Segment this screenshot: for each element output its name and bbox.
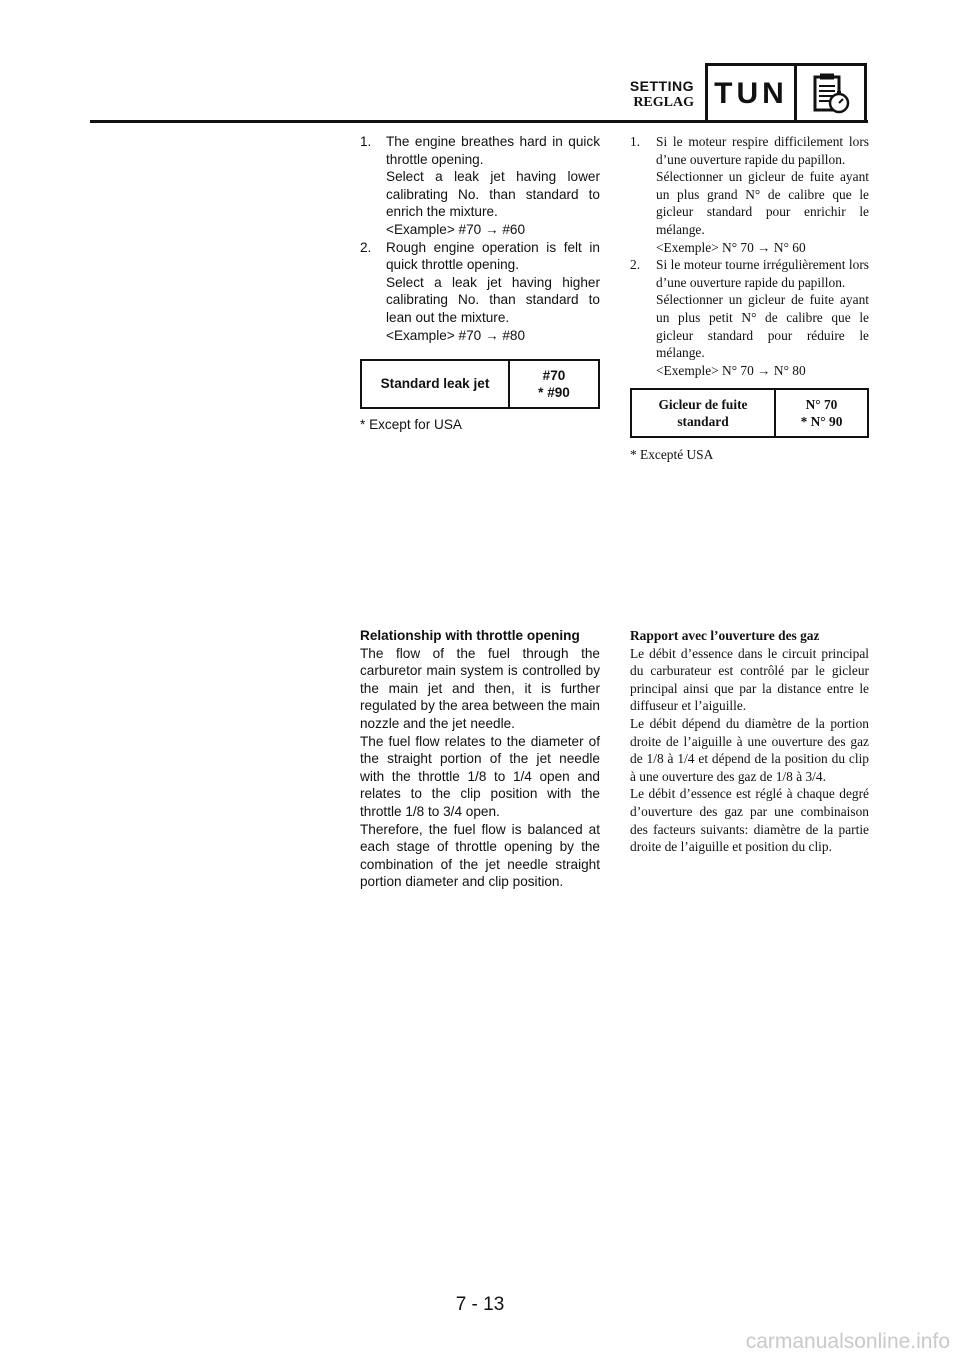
section-title-english: SETTING [629, 78, 694, 94]
section-subtitle: Relationship with throttle opening [360, 628, 580, 643]
paragraph: The flow of the fuel through the carburetor main system is controlled by the main jet and then, it is further regulated by the area between the main nozzle and the jet needle. [360, 645, 600, 731]
site-watermark: carmanualsonline.info [745, 1330, 950, 1353]
page-number: 7 - 13 [455, 1294, 505, 1315]
english-leak-jet-section [360, 133, 600, 434]
paragraph: Le débit dépend du diamètre de la portion droite de l’aiguille à une ouverture des gaz de 1/8 à 1/4 et dépend de la position du clip à une ouverture des gaz de 1/8 à 3/4. [630, 715, 869, 784]
spec-label-cell: Standard leak jet [361, 360, 509, 408]
standard-leak-jet-table [360, 359, 600, 409]
paragraph: The fuel flow relates to the diameter of the straight portion of the jet needle with the throttle 1/8 to 1/4 open and relates to the clip position with the throttle 1/8 to 3/4 open. [360, 733, 600, 819]
spec-value-cell: N° 70 * N° 90 [775, 389, 868, 437]
list-item: 2. Rough engine operation is felt in quick throttle opening. Select a leak jet having higher calibrating No. than standard to lean out the mixture. <Example> #70 → #80 [360, 239, 600, 343]
usa-exception-note: * Excepté USA [630, 447, 714, 463]
spec-value-cell: #70 * #90 [509, 360, 599, 408]
list-item: 1. The engine breathes hard in quick throttle opening. Select a leak jet having lower calibrating No. than standard to enrich the mixture. <Example> #70 → #60 [360, 134, 600, 237]
section-header-titles [630, 78, 694, 111]
header-rule [90, 120, 868, 123]
paragraph: Le débit d’essence dans le circuit principal du carburateur est contrôlé par le gicleur principal ainsi que par la distance entre le diffuseur et l’aiguille. [630, 645, 869, 714]
english-throttle-section [360, 627, 600, 891]
french-throttle-section [630, 627, 869, 856]
list-item: 2. Si le moteur tourne irrégulièrement lors d’une ouverture rapide du papillon. Sélectionner un gicleur de fuite ayant un plus petit N° de calibre que le gicleur standard pour réduire le mélange. <Exemple> N° 70 → N° 80 [630, 257, 869, 378]
section-title-french: REGLAG [633, 95, 694, 110]
spec-label-cell: Gicleur de fuite standard [631, 389, 775, 437]
section-code-box [705, 63, 867, 121]
paragraph: Therefore, the fuel flow is balanced at each stage of throttle opening by the combination of the jet needle straight portion diameter and clip position. [360, 821, 600, 890]
section-subtitle: Rapport avec l’ouverture des gaz [630, 628, 820, 643]
list-item: 1. Si le moteur respire difficilement lors d’une ouverture rapide du papillon. Sélectionner un gicleur de fuite ayant un plus grand N° de calibre que le gicleur standard pour enrichir le mélange. <Exemple> N° 70 → N° 60 [630, 134, 869, 255]
paragraph: Le débit d’essence est réglé à chaque degré d’ouverture des gaz par une combinaison des facteurs suivants: diamètre de la partie droite de l’aiguille et position du clip. [630, 786, 869, 855]
usa-exception-note: * Except for USA [360, 417, 462, 433]
french-leak-jet-section [630, 133, 869, 464]
clipboard-stopwatch-icon [797, 66, 864, 121]
gicleur-de-fuite-table [630, 388, 869, 438]
section-code: TUN [708, 66, 797, 121]
